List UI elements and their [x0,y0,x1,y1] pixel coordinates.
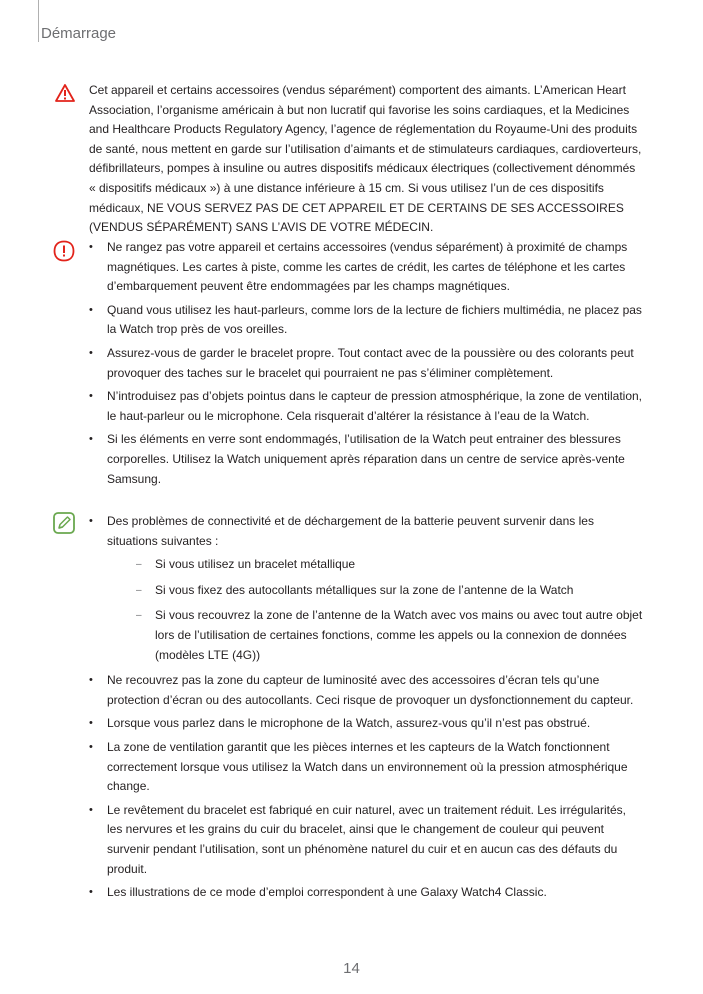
list-item: • Si les éléments en verre sont endommagés, l’utilisation de la Watch peut entrainer des blessures corporelles. Utilisez la Watch uniquement après réparation dans un centre de service après-vente Samsung. [89,430,644,489]
list-item: • La zone de ventilation garantit que les pièces internes et les capteurs de la Watch fonctionnent correctement lorsque vous utilisez la Watch dans un environnement où la pression atmosphérique change. [89,738,644,797]
list-item: • Ne recouvrez pas la zone du capteur de luminosité avec des accessoires d’écran tels qu’une protection d’écran ou des autocollants. Ceci risque de provoquer un dysfonctionnement du capteur. [89,671,644,710]
caution-exclamation-icon [53,240,75,267]
list-item: • Quand vous utilisez les haut-parleurs, comme lors de la lecture de fichiers multimédia, ne placez pas la Watch trop près de vos oreilles. [89,301,644,340]
list-item: • Lorsque vous parlez dans le microphone de la Watch, assurez-vous qu’il n’est pas obstrué. [89,714,644,734]
list-item-text: Des problèmes de connectivité et de déchargement de la batterie peuvent survenir dans les situations suivantes : [107,514,594,548]
section-title: Démarrage [41,25,117,42]
list-item: • Ne rangez pas votre appareil et certains accessoires (vendus séparément) à proximité de champs magnétiques. Les cartes à piste, comme les cartes de crédit, les cartes de téléphone et les cartes d’embarquement peuvent être endommagées par les champs magnétiques. [89,238,644,297]
header-divider [38,0,39,42]
page-number: 14 [343,960,360,977]
list-item: • Assurez-vous de garder le bracelet propre. Tout contact avec de la poussière ou des colorants peut provoquer des taches sur le bracelet qui pourraient ne pas s’éliminer complètement. [89,344,644,383]
sub-list-item: – Si vous utilisez un bracelet métallique [107,555,662,575]
list-item: • Les illustrations de ce mode d’emploi correspondent à une Galaxy Watch4 Classic. [89,883,644,903]
list-item: • N’introduisez pas d’objets pointus dans le capteur de pression atmosphérique, la zone de ventilation, le haut-parleur ou le microphone. Cela risquerait d’altérer la résistance à l’eau de la Watch. [89,387,644,426]
warning-triangle-icon [55,84,75,107]
sub-list-item: – Si vous recouvrez la zone de l’antenne de la Watch avec vos mains ou avec tout autre objet lors de l’utilisation de certaines fonctions, comme les appels ou la connexion de données (modèles LTE (4G)) [107,606,662,665]
note-pencil-icon [53,512,75,539]
list-item: • Le revêtement du bracelet est fabriqué en cuir naturel, avec un traitement réduit. Les irrégularités, les nervures et les grains du cuir du bracelet, ainsi que le changement de couleur qui peuvent survenir pendant l’utilisation, sont un phénomène naturel du cuir et en aucun cas des défauts du produit. [89,801,644,879]
note-list [89,512,644,903]
list-item [89,512,644,665]
sub-list-item: – Si vous fixez des autocollants métalliques sur la zone de l’antenne de la Watch [107,581,662,601]
warning-paragraph: Cet appareil et certains accessoires (vendus séparément) comportent des aimants. L’American Heart Association, l’organisme américain à but non lucratif qui favorise les soins cardiaques, et la Medicines and Healthcare Products Regulatory Agency, l’agence de réglementation du Royaume-Uni des produits de santé, nous mettent en garde sur l’utilisation d’aimants et de stimulateurs cardiaques, cardioverteurs, défibrillateurs, pompes à insuline ou autres dispositifs médicaux électriques (collectivement dénommés « dispositifs médicaux ») à une distance inférieure à 15 cm. Si vous utilisez l’un de ces dispositifs médicaux, NE VOUS SERVEZ PAS DE CET APPAREIL ET DE CERTAINS DE SES ACCESSOIRES (VENDUS SÉPARÉMENT) SANS L’AVIS DE VOTRE MÉDECIN. [89,83,642,235]
caution-list [89,238,644,489]
